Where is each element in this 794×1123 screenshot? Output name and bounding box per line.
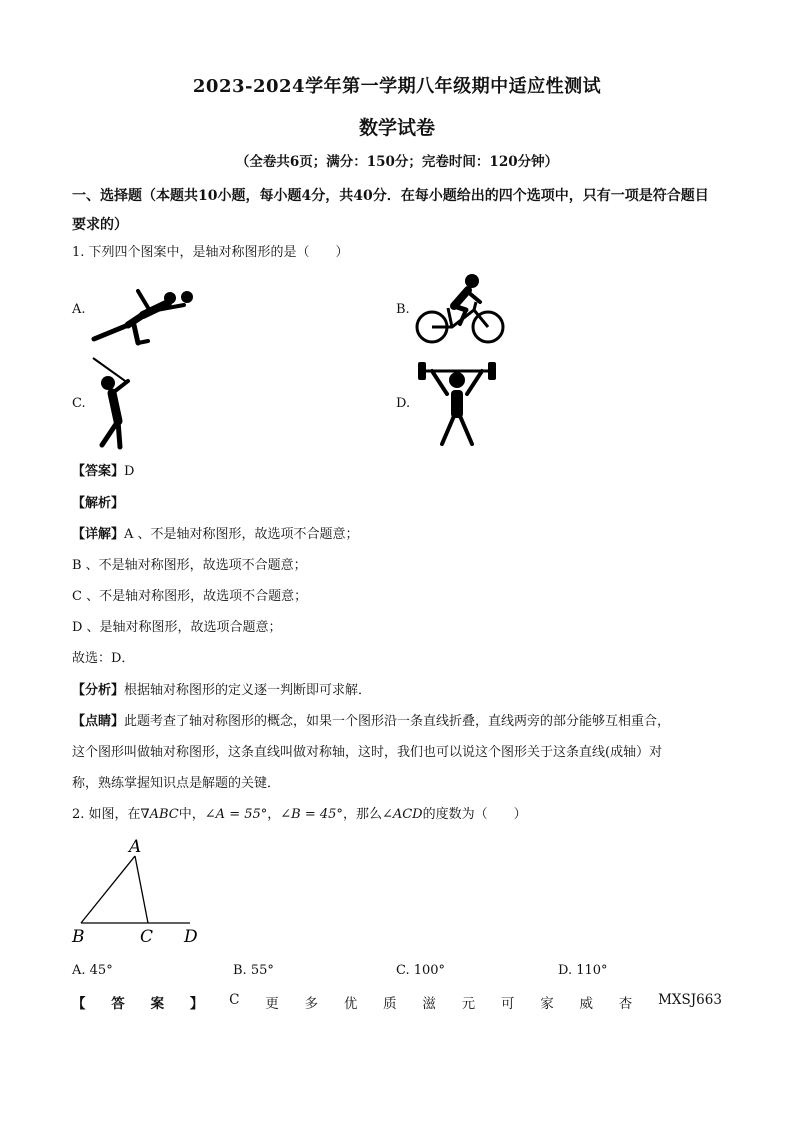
answer-row-token: 多 <box>304 996 319 1012</box>
q2-triangle-symbol: ∇ABC <box>140 807 179 822</box>
answer-row-token: 元 <box>461 996 476 1012</box>
q2-condition-a: ∠A = 55° <box>204 807 268 822</box>
q1-option-b-label: B. <box>396 302 410 317</box>
question-2-stem <box>72 805 527 825</box>
detail-line-a <box>72 525 359 545</box>
q2-option-b: B. 55° <box>233 963 274 978</box>
answer-row-token: MXSJ663 <box>658 992 722 1008</box>
q1-option-a-label: A. <box>72 302 86 317</box>
weightlifter-icon <box>414 356 500 448</box>
detail-a-text: A 、不是轴对称图形，故选项不合题意； <box>124 527 359 542</box>
dianjing-tag: 【点睛】 <box>72 714 125 729</box>
question-1-stem: 1. 下列四个图案中，是轴对称图形的是（ ） <box>72 245 349 260</box>
section-heading: 一、选择题（本题共10小题，每小题4分，共40分．在每小题给出的四个选项中，只有一项是符合题目要求的） <box>72 188 709 233</box>
fenxi-line <box>72 681 371 701</box>
dianjing-line-2: 这个图形叫做轴对称图形，这条直线叫做对称轴，这时，我们也可以说这个图形关于这条直线(成轴）对 <box>72 745 663 760</box>
answer-row-token: 答 <box>111 996 125 1012</box>
answer-row-token: 可 <box>500 996 515 1012</box>
q2-target-angle: ∠ACD <box>381 807 423 822</box>
answer-row-token: 案 <box>150 996 165 1012</box>
q1-answer-line <box>72 462 134 482</box>
q2-stem-mid2: ，那么 <box>342 807 382 822</box>
dianjing-text-1: 此题考查了轴对称图形的概念，如果一个图形沿一条直线折叠，直线两旁的部分能够互相重合， <box>124 714 671 729</box>
q1-option-d-label: D. <box>396 396 411 411</box>
triangle-figure <box>66 836 216 948</box>
answer-row-token: 家 <box>540 996 554 1012</box>
volleyball-player-icon <box>88 283 196 347</box>
choose-line: 故选：D． <box>72 651 135 666</box>
answer-row-token: 更 <box>265 996 279 1012</box>
answer-row-token: C <box>229 992 240 1008</box>
q2-option-d: D. 110° <box>558 963 608 978</box>
vertex-label-c: C <box>140 927 154 947</box>
q2-stem-sep: ， <box>267 807 281 822</box>
q2-stem-post: 的度数为（ ） <box>422 807 527 822</box>
answer-value: D <box>124 464 135 479</box>
detail-line-b: B 、不是轴对称图形，故选项不合题意； <box>72 558 307 573</box>
q1-option-c-label: C. <box>72 396 86 411</box>
dianjing-line-3: 称，熟练掌握知识点是解题的关键． <box>72 776 281 791</box>
q2-option-a: A. 45° <box>72 963 113 978</box>
paper-subtitle: 数学试卷 <box>358 117 435 139</box>
q2-stem-mid1: 中， <box>178 807 205 822</box>
cyclist-icon <box>414 272 506 348</box>
answer-row-token: 滋 <box>422 996 436 1012</box>
detail-line-d: D 、是轴对称图形，故选项合题意； <box>72 620 282 635</box>
q2-condition-b: ∠B = 45° <box>280 807 343 822</box>
point-label-d: D <box>184 927 198 947</box>
answer-row-token: 优 <box>343 996 358 1012</box>
fenxi-tag: 【分析】 <box>72 683 125 698</box>
golfer-icon <box>88 355 140 451</box>
paper-info: （全卷共6页；满分：150分；完卷时间：120分钟） <box>235 154 559 170</box>
answer-row-token: 【 <box>72 996 86 1012</box>
detail-tag: 【详解】 <box>72 527 125 542</box>
vertex-label-b: B <box>72 927 85 947</box>
detail-line-c: C 、不是轴对称图形，故选项不合题意； <box>72 589 308 604</box>
answer-row-token: 】 <box>189 996 204 1012</box>
paper-title: 2023-2024学年第一学期八年级期中适应性测试 <box>192 76 602 97</box>
answer-row-token: 质 <box>383 996 397 1012</box>
vertex-label-a: A <box>129 837 142 857</box>
q2-option-c: C. 100° <box>396 963 446 978</box>
q2-answer-row <box>72 992 722 1012</box>
dianjing-line-1 <box>72 712 670 732</box>
q2-stem-pre: 2. 如图，在 <box>72 807 141 822</box>
analysis-tag: 【解析】 <box>72 496 125 511</box>
answer-tag: 【答案】 <box>72 464 125 479</box>
fenxi-text: 根据轴对称图形的定义逐一判断即可求解． <box>124 683 372 698</box>
answer-row-token: 威 <box>579 996 593 1012</box>
answer-row-token: 杏 <box>618 996 633 1012</box>
